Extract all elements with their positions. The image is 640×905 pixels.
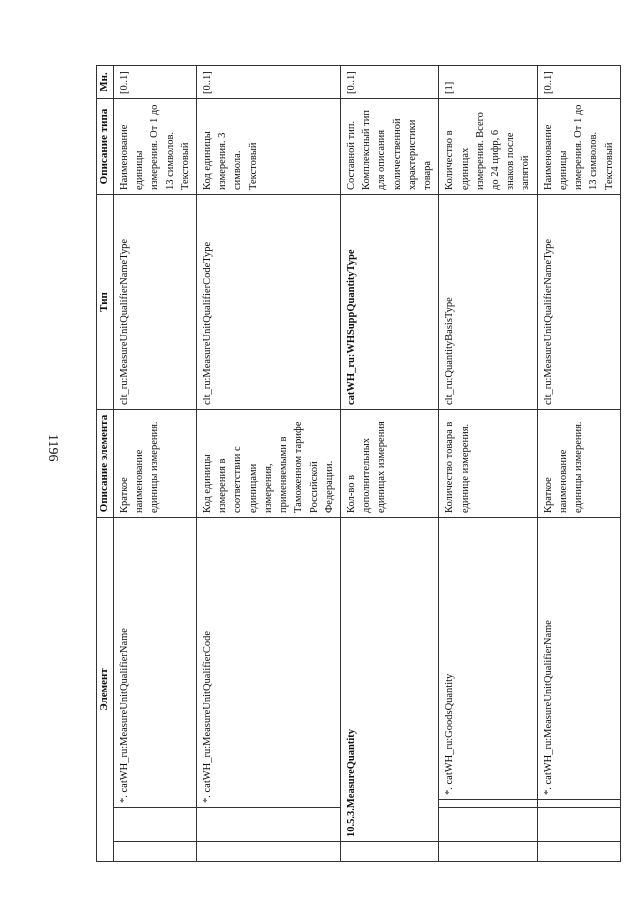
element-cell: *. catWH_ru:GoodsQuantity — [439, 518, 537, 800]
element-table — [96, 65, 621, 862]
element-desc-cell: Краткое наименование единицы измерения. — [537, 410, 620, 518]
mult-cell: [0..1] — [341, 66, 439, 99]
type-cell: clt_ru:MeasureUnitQualifierNameType — [537, 195, 620, 410]
type-cell: clt_ru:MeasureUnitQualifierCodeType — [197, 195, 341, 410]
header-type: Тип — [97, 195, 114, 410]
table-row — [537, 66, 620, 862]
document-table-container — [96, 66, 615, 862]
type-desc-cell: Наименование единицы измерения. От 1 до 13 символов. Текстовый — [113, 99, 196, 195]
header-mult: Мн. — [97, 66, 114, 99]
mult-cell: [0..1] — [113, 66, 196, 99]
element-desc-cell: Кол-во в дополнительных единицах измерения — [341, 410, 439, 518]
table-row — [197, 66, 341, 862]
table-row-section — [341, 66, 439, 862]
type-cell: clt_ru:MeasureUnitQualifierNameType — [113, 195, 196, 410]
element-cell: *. catWH_ru:MeasureUnitQualifierName — [113, 518, 196, 808]
type-cell: catWH_ru:WHSuppQuantityType — [341, 195, 439, 410]
page-number: 1196 — [45, 434, 60, 462]
mult-cell: [1] — [439, 66, 537, 99]
type-desc-cell: Наименование единицы измерения. От 1 до 13 символов. Текстовый — [537, 99, 620, 195]
mult-cell: [0..1] — [197, 66, 341, 99]
element-cell: *. catWH_ru:MeasureUnitQualifierCode — [197, 518, 341, 808]
element-desc-cell: Код единицы измерения в соответствии с единицами измерения, применяемыми в Таможенном тарифе Российской Федерации. — [197, 410, 341, 518]
mult-cell: [0..1] — [537, 66, 620, 99]
section-element-cell: 10.5.3.MeasureQuantity — [341, 518, 439, 842]
header-element-desc: Описание элемента — [97, 410, 114, 518]
type-desc-cell: Составной тип. Комплексный тип для описания количественной характеристики товара — [341, 99, 439, 195]
element-desc-cell: Количество товара в единице измерения. — [439, 410, 537, 518]
table-row — [439, 66, 537, 862]
type-cell: clt_ru:QuantityBasisType — [439, 195, 537, 410]
header-type-desc: Описание типа — [97, 99, 114, 195]
type-desc-cell: Код единицы измерения. 3 символа. Текстовый — [197, 99, 341, 195]
table-row — [113, 66, 196, 862]
header-element: Элемент — [97, 518, 114, 862]
element-desc-cell: Краткое наименование единицы измерения. — [113, 410, 196, 518]
table-header-row — [97, 66, 114, 862]
element-cell: *. catWH_ru:MeasureUnitQualifierName — [537, 518, 620, 800]
type-desc-cell: Количество в единицах измерения. Всего до 24 цифр, 6 знаков после запятой — [439, 99, 537, 195]
